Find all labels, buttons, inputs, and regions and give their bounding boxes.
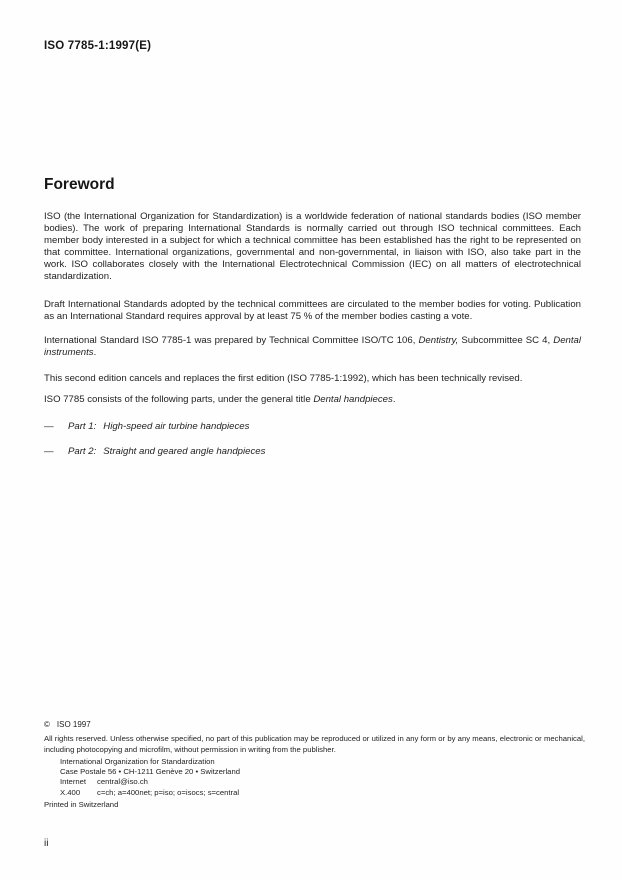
x400-value: c=ch; a=400net; p=iso; o=isocs; s=central: [97, 787, 240, 797]
internet-label: Internet: [60, 777, 87, 787]
address-organization: International Organization for Standardization: [60, 757, 215, 766]
part-2-title: Straight and geared angle handpieces: [103, 446, 266, 457]
paragraph-draft-standards: Draft International Standards adopted by the technical committees are circulated to the member bodies for voting. Publication as an International Standard requires approval by at least 75 % of the member bodies casting a vote.: [44, 299, 581, 322]
em-dash: —: [44, 446, 54, 457]
text-run: Subcommittee SC 4,: [458, 335, 554, 346]
rights-notice: All rights reserved. Unless otherwise specified, no part of this publication may be reproduced or utilized in any form or by any means, electronic or mechanical, including photocopying and microfilm, without permission in writing from the publisher.: [44, 734, 585, 754]
address-internet-row: [60, 777, 240, 787]
page-number: ii: [44, 838, 49, 849]
paragraph-parts-intro: [44, 394, 581, 406]
publisher-address-block: [60, 757, 240, 798]
text-run: .: [392, 394, 396, 405]
part-2-label: Part 2:: [68, 446, 97, 457]
part-1-label: Part 1:: [68, 421, 97, 432]
paragraph-technical-committee: [44, 335, 581, 359]
part-1-title: High-speed air turbine handpieces: [103, 421, 250, 432]
internet-value: central@iso.ch: [97, 777, 148, 787]
foreword-heading: Foreword: [44, 176, 115, 193]
paragraph-iso-description: ISO (the International Organization for Standardization) is a worldwide federation of national standards bodies (ISO member bodies). The work of preparing International Standards is normally carried out through ISO technical committees. Each member body interested in a subject for which a technical committee has been established has the right to be represented on that committee. International organizations, governmental and non-governmental, in liaison with ISO, also take part in the work. ISO collaborates closely with the International Electrotechnical Commission (IEC) on all matters of electrotechnical standardization.: [44, 211, 581, 282]
em-dash: —: [44, 421, 54, 432]
standard-reference-header: ISO 7785-1:1997(E): [44, 40, 152, 52]
list-item-part-1: [44, 421, 581, 432]
paragraph-second-edition: This second edition cancels and replaces the first edition (ISO 7785-1:1992), which has been technically revised.: [44, 373, 523, 384]
italic-dental-handpieces: Dental handpieces: [313, 394, 393, 405]
italic-dentistry: Dentistry,: [418, 335, 459, 346]
text-run: .: [93, 347, 97, 358]
address-x400-row: [60, 788, 240, 798]
list-item-part-2: [44, 446, 581, 457]
copyright-symbol: ©: [44, 720, 50, 729]
copyright-line: [44, 720, 91, 729]
x400-label: X.400: [60, 787, 81, 797]
printed-in-line: Printed in Switzerland: [44, 800, 119, 809]
copyright-year: ISO 1997: [56, 720, 91, 729]
address-street: Case Postale 56 • CH-1211 Genève 20 • Switzerland: [60, 767, 241, 777]
text-run: International Standard ISO 7785-1 was prepared by Technical Committee ISO/TC 106,: [44, 335, 419, 346]
italic-dental-instruments: Dental instruments: [44, 335, 581, 358]
text-run: ISO 7785 consists of the following parts, under the general title: [44, 394, 314, 405]
